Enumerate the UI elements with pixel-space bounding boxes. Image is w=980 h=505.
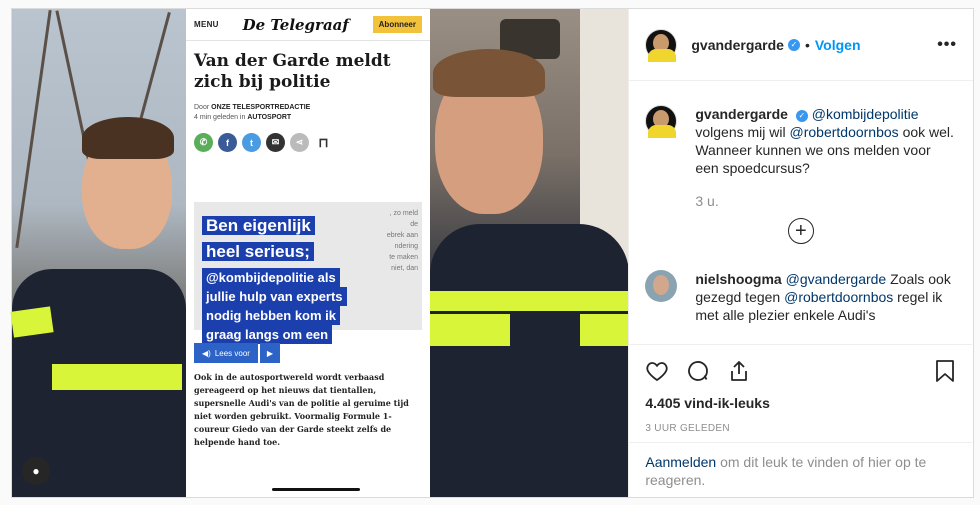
load-more-comments-icon[interactable]: +	[788, 218, 814, 244]
article-headline: Van der Garde meldt zich bij politie	[194, 51, 391, 92]
mention-link[interactable]: @robertdoornbos	[784, 289, 894, 305]
login-link[interactable]: Aanmelden	[645, 454, 717, 470]
separator: •	[804, 36, 810, 53]
speaker-icon: ◀)	[202, 348, 211, 358]
quote-line: jullie hulp van experts	[202, 287, 347, 306]
mention-link[interactable]: @gvandergarde	[785, 271, 887, 287]
twitter-icon: t	[242, 133, 261, 152]
like-count[interactable]: 4.405 vind-ik-leuks	[645, 395, 770, 411]
listen-button: ◀) Lees voor	[194, 343, 258, 363]
article-byline: Door ONZE TELESPORTREDACTIE 4 min geleden in AUTOSPORT	[194, 104, 311, 121]
post-image[interactable]	[12, 9, 628, 497]
share-icon: ⋖	[290, 133, 309, 152]
bookmark-icon: ⊓	[314, 133, 333, 152]
author-username[interactable]: gvandergarde	[691, 36, 784, 53]
comment-username[interactable]: gvandergarde	[695, 106, 788, 122]
post-timestamp[interactable]: 3 UUR GELEDEN	[645, 423, 730, 434]
mention-link[interactable]: @kombijdepolitie	[811, 106, 919, 122]
quote-line: graag langs om een	[202, 325, 332, 344]
save-bookmark-icon[interactable]	[934, 359, 956, 383]
caption	[645, 105, 956, 177]
whatsapp-icon: ✆	[194, 133, 213, 152]
verified-icon: ✓	[796, 110, 808, 122]
quote-line: heel serieus;	[202, 242, 314, 261]
follow-button[interactable]: Volgen	[814, 36, 861, 53]
article-screenshot	[186, 9, 430, 497]
comment-username[interactable]: nielshoogma	[695, 271, 782, 287]
comment-text: Zoals ook gezegd tegen	[695, 271, 951, 305]
left-photo	[12, 9, 186, 497]
comment-text: ook wel. Wanneer kunnen we ons melden voor een spoedcursus?	[695, 124, 954, 176]
post-header	[629, 9, 973, 81]
listen-control	[194, 343, 280, 363]
post-actions	[629, 344, 972, 434]
newspaper-logo: De Telegraaf	[242, 15, 349, 34]
instagram-post	[11, 8, 974, 498]
comments-list	[629, 82, 972, 344]
subscribe-button: Abonneer	[373, 16, 422, 33]
share-icon[interactable]	[727, 359, 751, 383]
login-prompt-text: om dit leuk te vinden of hier op te reageren.	[645, 454, 927, 488]
mail-icon: ✉	[266, 133, 285, 152]
quote-background-text: , zo meld de ebrek aan ndering te maken niet, dan	[386, 210, 418, 272]
like-heart-icon[interactable]	[645, 359, 669, 383]
quote-line: Ben eigenlijk	[202, 216, 315, 235]
scroll-indicator	[272, 488, 360, 491]
quote-image	[194, 202, 422, 342]
comment-text: regel ik met alle plezier enkele Audi's	[695, 289, 943, 323]
comment	[645, 270, 956, 324]
tagged-users-icon[interactable]: ●	[22, 457, 50, 485]
quote-line: @kombijdepolitie als	[202, 268, 340, 287]
caption-time[interactable]: 3 u.	[695, 193, 719, 209]
article-body: Ook in de autosportwereld wordt verbaasd gereageerd op het nieuws dat tientallen, supersnelle Audi's van de politie al geruime tijd niet worden gebruikt. Voormalig Formule 1-coureur Giedo van der Garde steekt zelfs de helpende hand toe.	[194, 372, 409, 447]
comment-text: volgens mij wil	[695, 124, 786, 140]
commenter-avatar[interactable]	[645, 270, 677, 302]
author-avatar[interactable]	[645, 29, 677, 61]
comment-icon[interactable]	[686, 359, 710, 383]
verified-icon: ✓	[788, 39, 800, 51]
login-prompt	[629, 442, 972, 499]
facebook-icon: f	[218, 133, 237, 152]
right-photo	[430, 9, 629, 497]
quote-line: nodig hebben kom ik	[202, 306, 340, 325]
article-menu: MENU	[194, 20, 219, 29]
post-sidebar	[628, 9, 973, 497]
author-avatar[interactable]	[645, 105, 677, 137]
more-options-icon[interactable]: •••	[937, 35, 957, 53]
play-icon: ▶	[260, 343, 280, 363]
share-buttons	[186, 123, 430, 152]
mention-link[interactable]: @robertdoornbos	[789, 124, 899, 140]
